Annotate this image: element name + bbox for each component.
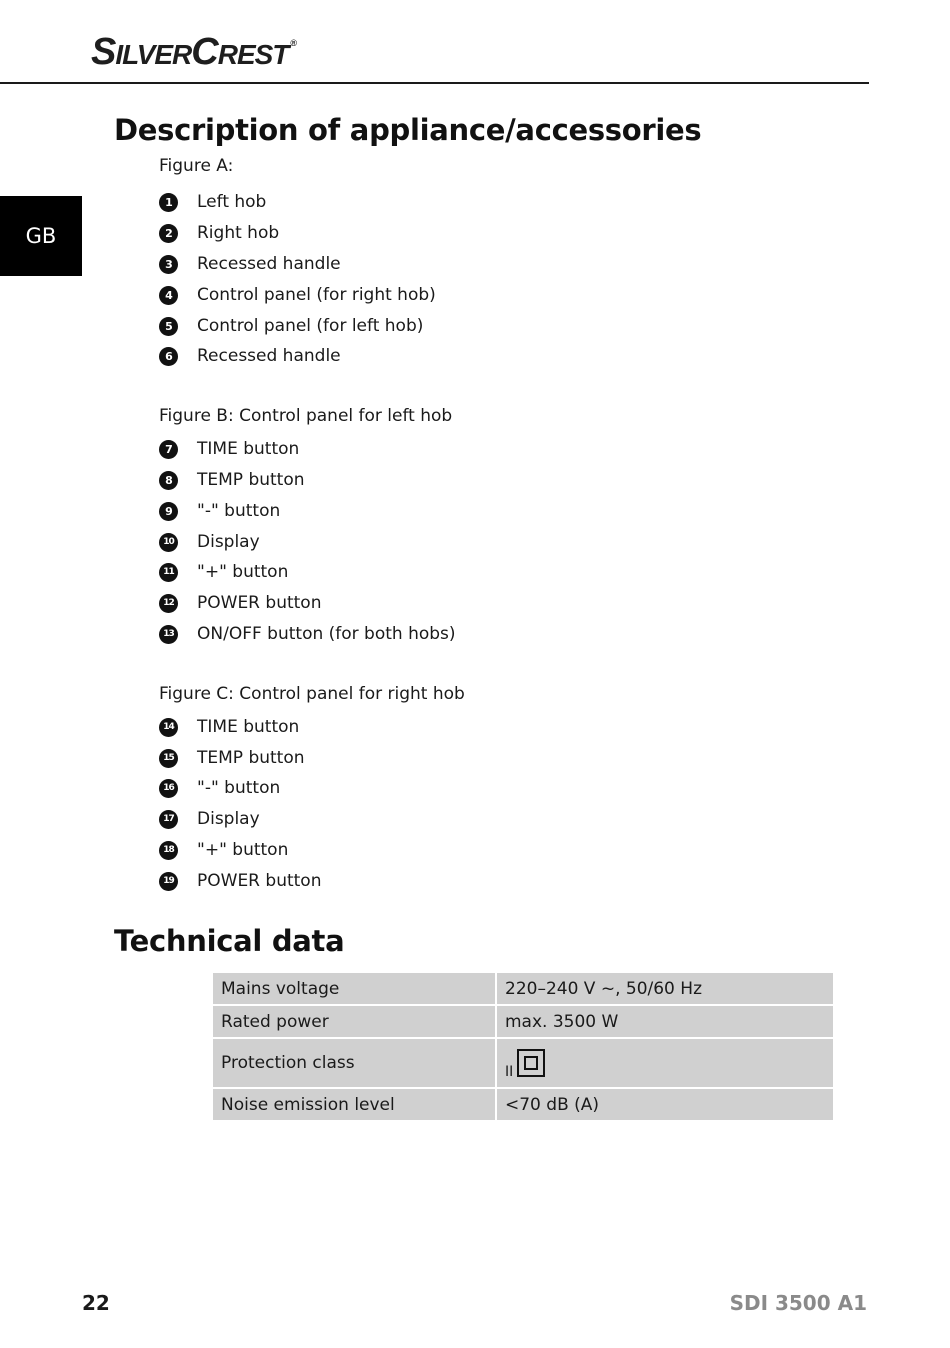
item-number-badge: 10 [159,533,178,552]
list-item [159,808,260,830]
table-value-cell: 220–240 V ~, 50/60 Hz [496,972,834,1005]
logo-part-rest: REST [217,39,289,70]
list-item [159,253,341,275]
logo-letter-s: S [91,31,116,73]
header-rule [0,82,869,84]
item-number-badge: 15 [159,749,178,768]
figure-a-caption: Figure A: [159,156,234,176]
item-number-badge: 4 [159,286,178,305]
list-item [159,716,299,738]
list-item [159,191,266,213]
list-item [159,561,288,583]
list-item [159,222,279,244]
item-number-badge: 3 [159,255,178,274]
registered-mark: ® [290,38,297,48]
list-item [159,500,280,522]
item-label: TIME button [197,439,300,459]
item-label: Display [197,532,260,552]
logo-part-ilver: ILVER [115,39,192,70]
item-label: TIME button [197,717,300,737]
list-item [159,839,288,861]
table-key-cell: Protection class [212,1038,496,1088]
table-row [212,1088,834,1121]
list-item [159,747,305,769]
table-value-cell: max. 3500 W [496,1005,834,1038]
item-number-badge: 16 [159,779,178,798]
table-row [212,1038,834,1088]
item-number-badge: 7 [159,440,178,459]
list-item [159,345,341,367]
item-label: Display [197,809,260,829]
protection-class-label: II [505,1063,514,1080]
item-number-badge: 9 [159,502,178,521]
description-heading: Description of appliance/accessories [114,113,702,147]
item-number-badge: 18 [159,841,178,860]
item-number-badge: 11 [159,563,178,582]
item-label: "+" button [197,562,289,582]
item-number-badge: 1 [159,193,178,212]
page-number: 22 [82,1291,110,1315]
logo-letter-c: C [191,31,218,73]
table-row [212,1005,834,1038]
item-number-badge: 19 [159,872,178,891]
list-item [159,284,436,306]
figure-b-caption: Figure B: Control panel for left hob [159,406,453,426]
item-label: TEMP button [197,748,305,768]
item-label: Right hob [197,223,280,243]
item-label: TEMP button [197,470,305,490]
pc-inner [524,1056,538,1070]
technical-data-table [211,971,835,1122]
list-item [159,469,305,491]
model-number: SDI 3500 A1 [729,1291,867,1315]
list-item [159,315,423,337]
table-key-cell: Mains voltage [212,972,496,1005]
item-number-badge: 17 [159,810,178,829]
item-label: Recessed handle [197,346,341,366]
item-label: Left hob [197,192,267,212]
item-label: "+" button [197,840,289,860]
item-label: "-" button [197,501,281,521]
double-square-class-ii-icon [517,1049,545,1077]
item-number-badge: 5 [159,317,178,336]
item-number-badge: 13 [159,625,178,644]
list-item [159,592,321,614]
item-label: Control panel (for left hob) [197,316,424,336]
item-number-badge: 2 [159,224,178,243]
item-number-badge: 6 [159,347,178,366]
item-number-badge: 8 [159,471,178,490]
technical-data-heading: Technical data [114,924,345,958]
table-row [212,972,834,1005]
list-item [159,777,280,799]
list-item [159,623,456,645]
item-label: ON/OFF button (for both hobs) [197,624,456,644]
item-label: "-" button [197,778,281,798]
table-key-cell: Noise emission level [212,1088,496,1121]
figure-c-caption: Figure C: Control panel for right hob [159,684,465,704]
table-key-cell: Rated power [212,1005,496,1038]
language-tab: GB [0,196,82,276]
table-value-cell: <70 dB (A) [496,1088,834,1121]
protection-class-symbol [505,1049,545,1080]
item-label: Recessed handle [197,254,341,274]
item-label: POWER button [197,871,322,891]
list-item [159,438,299,460]
list-item [159,531,260,553]
item-number-badge: 14 [159,718,178,737]
silvercrest-logo [91,33,296,71]
item-number-badge: 12 [159,594,178,613]
table-value-cell [496,1038,834,1088]
item-label: Control panel (for right hob) [197,285,436,305]
item-label: POWER button [197,593,322,613]
list-item [159,870,321,892]
